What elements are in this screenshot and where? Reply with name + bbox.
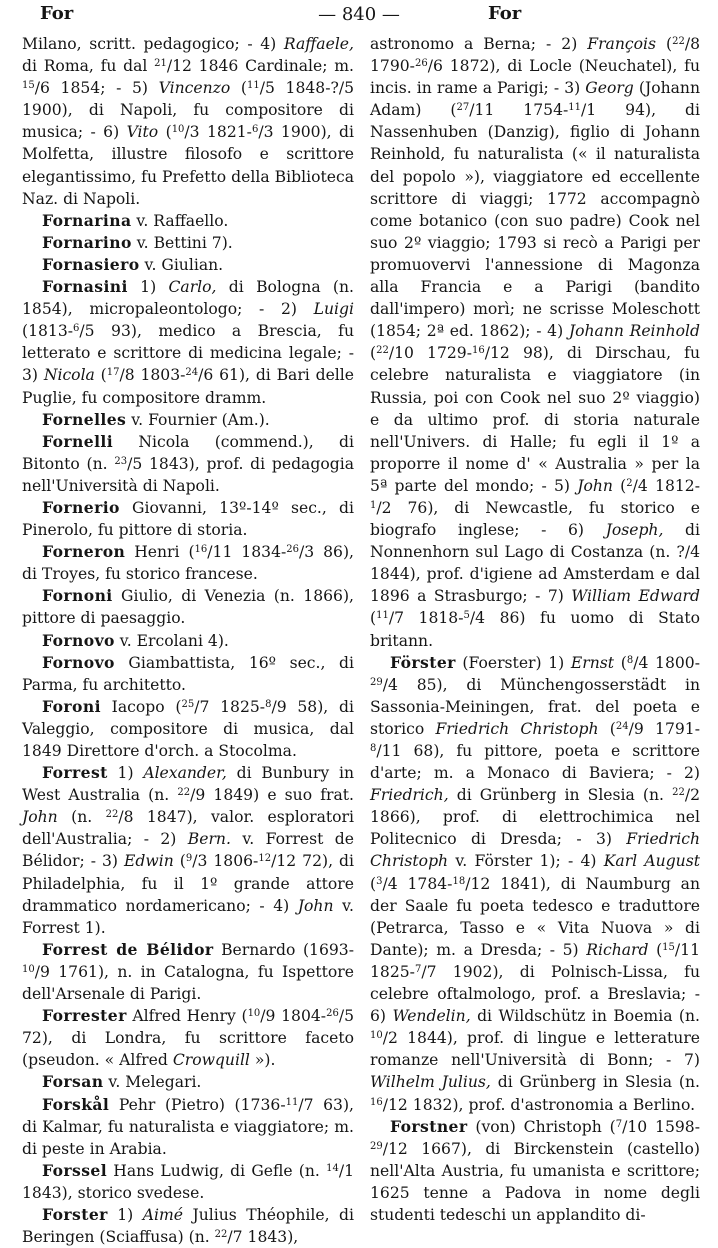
dictionary-entry (22, 1005, 354, 1071)
entry-text: v. Raffaello. (131, 211, 229, 230)
entry-text: /4 86) fu uomo di Stato britann. (370, 609, 700, 650)
entry-text: Pehr (Pietro) (1736- (109, 1095, 286, 1114)
superscript: 7 (615, 1118, 623, 1130)
dictionary-entry (22, 762, 354, 939)
italic-text: William Edward (571, 587, 700, 606)
dictionary-entry (22, 541, 354, 585)
entry-headword: Fornovo (42, 652, 115, 672)
entry-text: /6 1872), di Locle (Neuchatel), fu incis. in rame a Parigi; - 3) (370, 57, 700, 98)
entry-headword: Förster (390, 652, 456, 672)
entry-text: ( (598, 719, 616, 738)
entry-text: 1) (127, 278, 169, 297)
entry-text: Bernardo (1693- (213, 940, 354, 959)
entry-text: v. Förster 1); - 4) (448, 852, 604, 871)
entry-text: /4 1812- (632, 476, 700, 495)
entry-text: di Bologna (n. 1854), micropaleontologo; - 2) (22, 278, 355, 319)
entry-headword: Fornovo (42, 630, 115, 650)
entry-headword: Fornarino (42, 232, 132, 252)
entry-text: /1 1843), storico svedese. (22, 1161, 354, 1202)
dictionary-entry (22, 1071, 354, 1093)
italic-text: John (22, 808, 58, 827)
superscript: 16 (472, 345, 485, 357)
dictionary-entry (22, 254, 354, 276)
dictionary-entry (22, 497, 354, 541)
superscript: 22 (177, 787, 191, 799)
entry-text: astronomo a Berna; - 2) (370, 35, 588, 53)
entry-text: /11 1834- (207, 543, 287, 562)
superscript: 9 (185, 853, 193, 865)
entry-text: (Johann Adam) ( (370, 79, 701, 120)
entry-headword: Forrest (42, 763, 108, 783)
entry-text: /7 63), di Kalmar, fu naturalista e viaggiatore; m. di peste in Arabia. (22, 1095, 354, 1158)
entry-text: /3 86), di Troyes, fu storico francese. (22, 543, 354, 584)
entry-text: Giulio, di Venezia (n. 1866), pittore di paesaggio. (22, 587, 354, 628)
entry-text: Iacopo ( (100, 697, 182, 716)
superscript: 24 (185, 367, 199, 379)
entry-headword: Forskål (42, 1094, 110, 1114)
italic-text: Bern. (187, 830, 231, 849)
superscript: 8 (370, 743, 377, 754)
dictionary-entry (22, 652, 354, 696)
italic-text: Crowquill (172, 1051, 250, 1070)
entry-text: ( (656, 35, 673, 53)
entry-headword: Fornasiero (42, 254, 140, 274)
entry-text: ( (612, 476, 627, 495)
entry-headword: Fornasini (42, 277, 128, 297)
entry-text: /8 1847), valor. esploratori dell'Australia; - 2) (22, 808, 354, 849)
entry-text: /4 1784- (382, 874, 453, 893)
entry-headword: Forster (42, 1204, 108, 1224)
entry-text: v. Bettini 7). (131, 233, 233, 252)
entry-text: /9 58), di Valeggio, compositore di musica, dal 1849 Direttore d'orch. a Stocolma. (22, 697, 354, 760)
entry-text: v. Forrest de Bélidor; - 3) (22, 830, 354, 871)
superscript: 10 (171, 124, 185, 136)
superscript: 26 (326, 1008, 339, 1020)
superscript: 26 (286, 544, 299, 556)
dictionary-entry (22, 276, 354, 409)
entry-text: 1) (107, 764, 144, 783)
entry-text: di Roma, fu dal (22, 57, 155, 76)
italic-text: Karl August (603, 852, 700, 871)
superscript: 10 (247, 1008, 261, 1020)
entry-headword: Forneron (42, 542, 126, 562)
entry-text: ( (94, 366, 107, 385)
superscript: 6 (73, 323, 80, 335)
superscript: 22 (672, 36, 685, 47)
entry-text: Julius Théophile, di Beringen (Sciaffusa) (n. (22, 1205, 354, 1247)
superscript: 22 (214, 1229, 228, 1241)
entry-text: /10 1729- (388, 344, 472, 363)
entry-text: v. Fournier (Am.). (126, 410, 270, 429)
superscript: 16 (370, 1096, 383, 1108)
entry-text: di Grünberg in Slesia (n. (448, 786, 673, 805)
entry-text: v. Melegari. (103, 1073, 202, 1092)
superscript: 14 (326, 1162, 339, 1174)
superscript: 18 (452, 875, 466, 887)
entry-text: /11 1825- (370, 940, 700, 981)
entry-text: ( (648, 940, 663, 959)
superscript: 11 (246, 80, 260, 92)
entry-headword: Forssel (42, 1160, 108, 1180)
entry-text: /6 61), di Bari delle Puglie, fu compositore dramm. (22, 366, 354, 407)
superscript: 8 (626, 654, 634, 666)
entry-text: di Bunbury in West Australia (n. (22, 764, 354, 805)
entry-text: ( (230, 79, 247, 98)
entry-text: /3 1900), di Molfetta, illustre filosofo e scrittore elegantissimo, fu Prefetto della Biblioteca Naz. di Napoli. (22, 123, 354, 208)
superscript: 15 (22, 80, 35, 92)
superscript: 29 (370, 676, 383, 688)
entry-text: v. Giulian. (139, 255, 224, 274)
entry-text: /9 1849) e suo frat. (190, 786, 354, 805)
superscript: 11 (376, 610, 389, 622)
entry-text: 1) (107, 1205, 143, 1224)
italic-text: Friedrich, (370, 786, 449, 805)
running-head-right: For (488, 3, 522, 24)
superscript: 16 (194, 544, 208, 556)
running-head-left: For (40, 3, 74, 24)
dictionary-entry (22, 585, 354, 629)
italic-text: Joseph, (605, 521, 664, 540)
entry-text: /6 1854; - 5) (34, 79, 159, 98)
superscript: 2 (626, 477, 633, 489)
entry-text: /12 1832), prof. d'astronomia a Berlino. (382, 1095, 696, 1114)
entry-text: ( (370, 609, 377, 628)
entry-text: Henri ( (125, 543, 195, 562)
entry-text: ( (173, 852, 186, 871)
entry-text: /12 98), di Dirschau, fu celebre naturalista e viaggiatore (in Russia, poi con Cook nel suo 2º viaggio) e da ultimo prof. di storia naturale nell'Univers. di Halle; fu egli il 1º a proporre il nome d' « Australia » per la 5ª parte del mondo; - 5) (370, 344, 700, 495)
entry-headword: Forstner (390, 1116, 468, 1136)
entry-text: Giambattista, 16º sec., di Parma, fu architetto. (22, 653, 354, 694)
entry-text: /7 1843), (227, 1228, 299, 1247)
entry-text: Nicola (commend.), di Bitonto (n. (22, 432, 354, 473)
dictionary-entry (22, 1094, 354, 1160)
dictionary-entry (22, 210, 354, 232)
entry-text: di Grünberg in Slesia (n. (490, 1073, 700, 1092)
entry-text: /8 1790- (370, 35, 700, 76)
entry-text: /5 1848-?/5 1900), di Napoli, fu compositore di musica; - 6) (22, 79, 355, 142)
italic-text: Carlo, (168, 278, 217, 297)
entry-text: (n. (57, 808, 106, 827)
superscript: 7 (414, 963, 422, 975)
dictionary-entry (22, 1204, 354, 1248)
entry-text: /12 1667), di Birckenstein (castello) nell'Alta Austria, fu umanista e scrittore; 1625 tenne a Padova in nome degli studenti tedeschi un applandito di- (370, 1139, 700, 1224)
italic-text: Vincenzo (158, 79, 231, 98)
superscript: 15 (662, 941, 675, 953)
entry-text: /4 85), di Münchengosserstädt in Sassonia-Meiningen, frat. del poeta e storico (370, 675, 700, 738)
entry-text: ( (614, 653, 627, 672)
dictionary-entry (22, 232, 354, 254)
entry-text: /9 1804- (260, 1007, 327, 1026)
entry-text: /7 1902), di Polnisch-Lissa, fu celebre oftalmologo, prof. a Breslavia; - 6) (370, 962, 700, 1026)
entry-text: /12 1846 Cardinale; m. (166, 57, 354, 76)
superscript: 12 (258, 853, 272, 865)
superscript: 22 (105, 809, 119, 821)
dictionary-entry (370, 652, 700, 1116)
entry-headword: Forsan (42, 1072, 104, 1092)
entry-text: /5 93), medico a Brescia, fu letterato e scrittore di medicina legale; - 3) (22, 322, 354, 385)
entry-text: /2 76), di Newcastle, fu storico e biografo inglese; - 6) (370, 498, 700, 540)
italic-text: Georg (585, 79, 634, 98)
italic-text: John (297, 896, 334, 915)
italic-text: Friedrich Christoph (370, 830, 700, 871)
entry-text: di Wildschütz in Boemia (n. (470, 1007, 701, 1026)
dictionary-entry (370, 33, 700, 652)
entry-text: Giovanni, 13º-14º sec., di Pinerolo, fu pittore di storia. (22, 498, 354, 540)
entry-text: /7 1818- (388, 609, 464, 628)
superscript: 25 (181, 698, 195, 710)
entry-text: ( (158, 123, 172, 142)
entry-text: /1 94), di Nassenhuben (Danzig), figlio di Johann Reinhold, fu naturalista (« il naturalista del popolo »), viaggiatore ed eccellente scrittore di viaggi; 1772 accompagnò come botanico (con suo padre) Cook nel suo 2º viaggio; 1793 si recò a Parigi per promuovervi l'annessione di Magonza alla Francia e a Parigi (bandito dall'impero) morì; ne scrisse Moleschott (1854; 2ª ed. 1862); - 4) (370, 101, 700, 341)
page-header (0, 0, 718, 30)
entry-headword: Fornelli (42, 431, 114, 451)
dictionary-entry (22, 939, 354, 1005)
entry-text: /11 1754- (469, 101, 569, 120)
superscript: 21 (154, 58, 167, 70)
italic-text: Richard (586, 940, 649, 959)
dictionary-entry (22, 409, 354, 431)
entry-headword: Forrest de Bélidor (42, 939, 214, 959)
superscript: 8 (265, 698, 272, 710)
entry-headword: Fornarina (42, 210, 132, 230)
entry-text: /9 1761), n. in Catalogna, fu Ispettore dell'Arsenale di Parigi. (22, 962, 354, 1004)
dictionary-entry (22, 696, 354, 762)
superscript: 22 (672, 787, 685, 799)
entry-text: /10 1598- (622, 1117, 700, 1136)
superscript: 24 (615, 720, 629, 732)
italic-text: Johann Reinhold (568, 322, 700, 341)
entry-text: ( (370, 874, 377, 893)
italic-text: Raffaele, (283, 35, 354, 53)
entry-text: /9 1791- (628, 719, 700, 738)
entry-text: v. Forrest 1). (22, 896, 354, 937)
superscript: 6 (251, 124, 259, 136)
italic-text: Ernst (570, 653, 615, 672)
entry-headword: Fornerio (42, 497, 120, 517)
left-column (22, 33, 354, 1248)
italic-text: John (577, 476, 613, 495)
dictionary-entry (370, 1116, 700, 1226)
entry-text: Milano, scritt. pedagogico; - 4) (22, 35, 284, 53)
superscript: 22 (376, 345, 389, 357)
dictionary-entry (22, 431, 354, 497)
dictionary-entry (22, 1160, 354, 1204)
entry-text: /8 1803- (119, 366, 186, 385)
superscript: 11 (568, 102, 581, 114)
italic-text: Wilhelm Julius, (370, 1073, 491, 1092)
entry-text: /12 1841), di Naumburg an der Saale fu poeta tedesco e traduttore (Petrarca, Tasso e « Vita Nuova » di Dante); m. a Dresda; - 5) (370, 874, 700, 959)
entry-headword: Foroni (42, 696, 101, 716)
entry-text: (1813- (22, 322, 74, 341)
entry-text: /2 1866), prof. di elettrochimica nel Politecnico di Dresda; - 3) (370, 786, 700, 849)
entry-text: ( (370, 344, 377, 363)
italic-text: Edwin (124, 852, 174, 871)
entry-text: /5 1843), prof. di pedagogia nell'Università di Napoli. (22, 454, 354, 495)
entry-headword: Fornoni (42, 586, 113, 606)
entry-text: (Foerster) 1) (455, 653, 571, 672)
entry-text: Alfred Henry ( (126, 1007, 248, 1026)
entry-headword: Fornelles (42, 409, 127, 429)
entry-text: »). (249, 1051, 276, 1070)
superscript: 23 (114, 455, 128, 467)
italic-text: Friedrich Christoph (435, 719, 599, 738)
italic-text: François (587, 35, 656, 53)
entry-text: (von) Christoph ( (467, 1117, 616, 1136)
entry-text: /11 68), fu pittore, poeta e scrittore d'arte; m. a Monaco di Baviera; - 2) (370, 742, 700, 783)
entry-text: Hans Ludwig, di Gefle (n. (107, 1161, 327, 1180)
italic-text: Vito (126, 123, 159, 142)
italic-text: Alexander, (143, 764, 227, 783)
superscript: 29 (370, 1140, 383, 1152)
entry-text: /12 72), di Philadelphia, fu il 1º grande attore drammatico nordamericano; - 4) (22, 852, 354, 915)
entry-text: v. Ercolani 4). (114, 631, 229, 650)
entry-text: /3 1821- (184, 123, 252, 142)
superscript: 1 (370, 499, 377, 511)
superscript: 3 (376, 875, 383, 887)
right-column (370, 33, 700, 1226)
dictionary-entry (22, 33, 354, 210)
entry-text: /3 1806- (192, 852, 259, 871)
dictionary-entry (22, 630, 354, 652)
entry-text: di Nonnenhorn sul Lago di Costanza (n. ?/4 1844), prof. d'igiene ad Amsterdam e dal 1896 a Strasburgo; - 7) (370, 521, 700, 606)
superscript: 27 (456, 102, 470, 114)
entry-text: /4 1800- (633, 653, 700, 672)
italic-text: Nicola (43, 366, 95, 385)
entry-text: /7 1825- (194, 697, 266, 716)
italic-text: Aimé (142, 1205, 184, 1224)
italic-text: Wendelin, (392, 1007, 471, 1026)
superscript: 10 (370, 1030, 383, 1042)
italic-text: Luigi (313, 300, 354, 319)
entry-headword: Forrester (42, 1006, 127, 1026)
superscript: 5 (463, 610, 470, 622)
superscript: 26 (414, 58, 428, 70)
superscript: 10 (22, 963, 35, 975)
page-number: — 840 — (318, 4, 400, 25)
entry-text: /2 1844), prof. di lingue e letterature romanze nell'Università di Bonn; - 7) (370, 1029, 700, 1070)
superscript: 17 (106, 367, 120, 379)
entry-text: /5 72), di Londra, fu scrittore faceto (pseudon. « Alfred (22, 1007, 354, 1070)
superscript: 11 (285, 1096, 299, 1108)
